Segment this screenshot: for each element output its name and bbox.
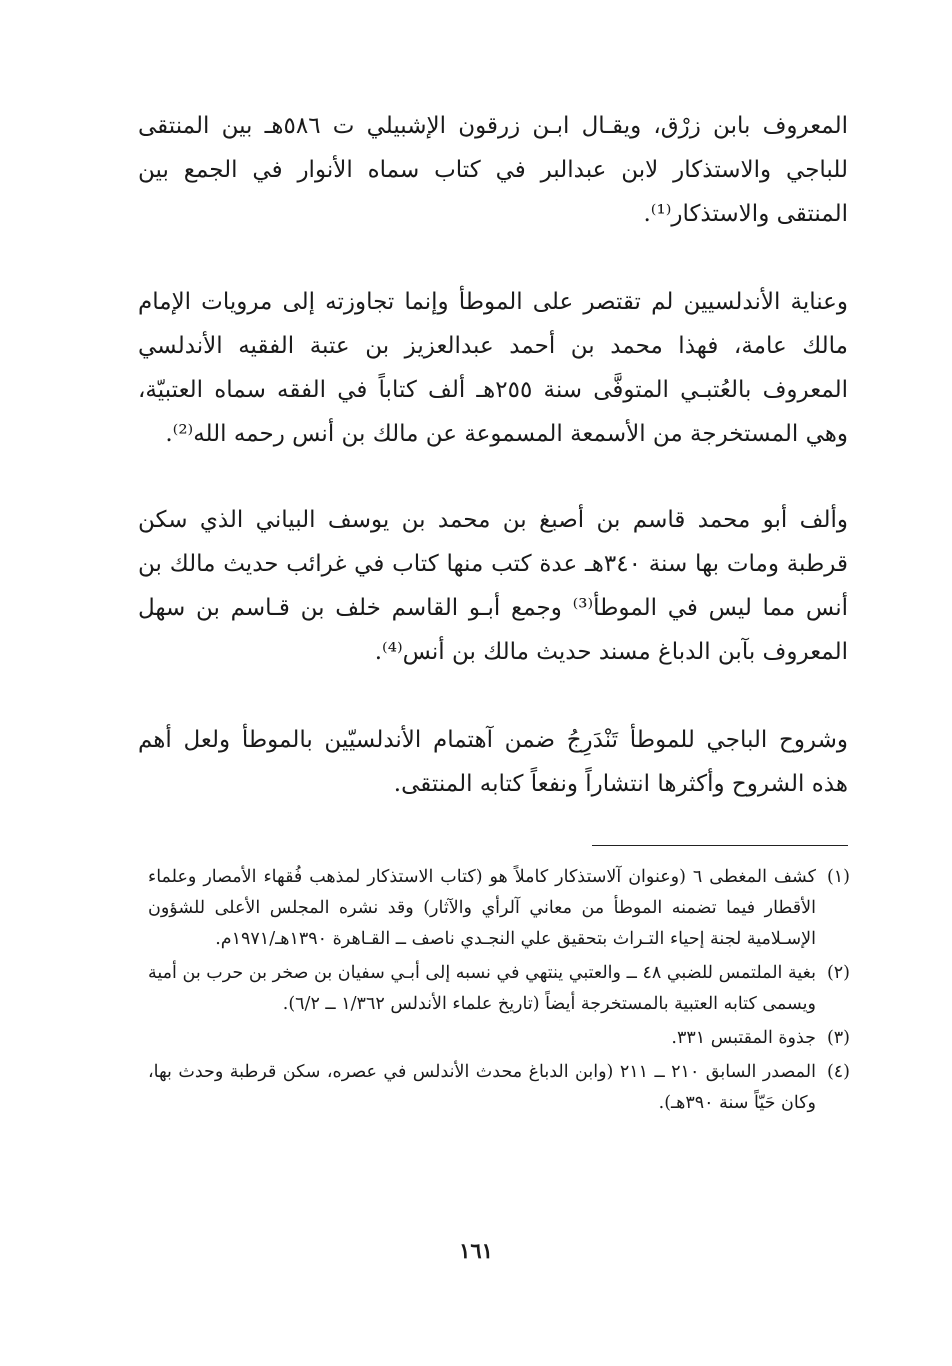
paragraph-text: وشروح الباجي للموطأ تَنْدَرِجُ ضمن آهتمام الأندلسيّين بالموطأ ولعل أهم هذه الشروح وأكثرها انتشاراً ونفعاً كتابه المنتقى. [138, 727, 848, 797]
paragraph-3 [138, 498, 848, 674]
paragraph-text: المعروف بابن زرْق، ويقـال ابـن زرقون الإشبيلي ت ٥٨٦هـ بين المنتقى للباجي والاستذكار لابن عبدالبر في كتاب سماه الأنوار في الجمع بين المنتقى والاستذكار⁽¹⁾. [138, 113, 848, 227]
footnote-text: المصدر السابق ٢١٠ ــ ٢١١ (وابن الدباغ محدث الأندلس في عصره، سكن قرطبة وحدث بها، وكان حَيّاً سنة ٣٩٠هـ). [148, 1062, 816, 1113]
footnote-text: كشف المغطى ٦ (وعنوان آلاستذكار كاملاً هو (كتاب الاستذكار لمذهب فُقهاء الأمصار وعلماء الأقطار فيما تضمنه الموطأ من معاني آلرأي والآثار) وقد نشره المجلس الأعلى للشؤون الإسـلامية لجنة إحياء التـراث بتحقيق علي النجـدي ناصف ــ القـاهرة ١٣٩٠هـ/١٩٧١م. [148, 867, 816, 949]
paragraph-1 [138, 104, 848, 236]
page-number: ١٦١ [459, 1238, 493, 1263]
footnote-text: بغية الملتمس للضبي ٤٨ ــ والعتبي ينتهي في نسبه إلى أبـي سفيان بن صخر بن حرب بن أمية ويسمى كتابه العتبية بالمستخرجة أيضاً (تاريخ علماء الأندلس ١/٣٦٢ ــ ٦/٢). [148, 963, 816, 1014]
footnote-number: (٢) [826, 963, 850, 983]
footnote-3 [148, 1023, 850, 1054]
paragraph-text: وعناية الأندلسيين لم تقتصر على الموطأ وإنما تجاوزته إلى مرويات الإمام مالك عامة، فهذا محمد بن أحمد عبدالعزيز بن عتبة الفقيه الأندلسي المعروف بالعُتبـي المتوفَّى سنة ٢٥٥هـ ألف كتاباً في الفقه سماه العتبيّة، وهي المستخرجة من الأسمعة المسموعة عن مالك بن أنس رحمه الله⁽²⁾. [138, 289, 849, 447]
footnote-text: جذوة المقتبس ٣٣١. [671, 1028, 816, 1048]
footnotes [148, 862, 850, 1122]
footnote-number: (٣) [826, 1028, 850, 1048]
paragraph-2 [138, 280, 848, 456]
footnote-separator [592, 845, 848, 846]
paragraph-text: وألف أبو محمد قاسم بن أصبغ بن محمد بن يوسف البياني الذي سكن قرطبة ومات بها سنة ٣٤٠هـ عدة كتب منها كتاب في غرائب حديث مالك بن أنس مما ليس في الموطأ⁽³⁾ وجمع أبـو القاسم خلف بن قـاسم بن سهل المعروف بآبن الدباغ مسند حديث مالك بن أنس⁽⁴⁾. [138, 507, 848, 665]
footnote-4 [148, 1057, 850, 1119]
footnote-2 [148, 958, 850, 1020]
footnote-number: (١) [826, 867, 850, 887]
footnote-number: (٤) [826, 1062, 850, 1082]
footnote-1 [148, 862, 850, 955]
paragraph-4 [138, 718, 848, 806]
